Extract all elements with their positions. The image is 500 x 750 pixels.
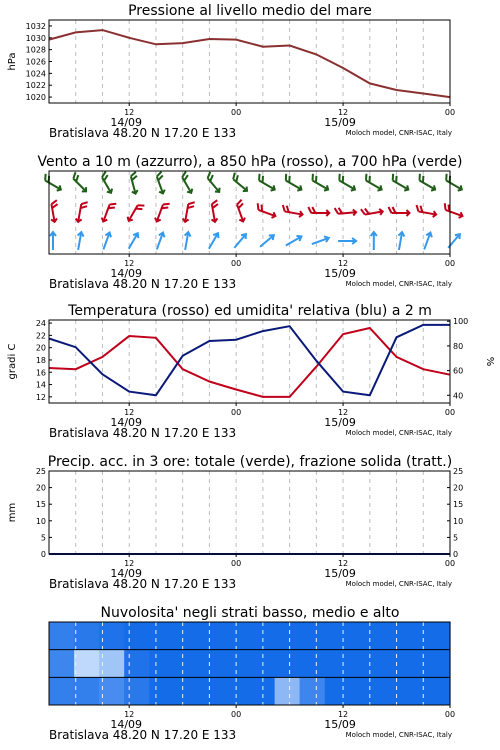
wind-barb — [50, 232, 56, 250]
cloud-cell — [400, 677, 426, 705]
y-axis-label-right: % — [484, 356, 495, 367]
wind-barb-flag — [337, 174, 343, 181]
wind-barb — [154, 232, 166, 251]
y-tick-label: 14 — [35, 380, 46, 390]
wind-barb — [127, 172, 141, 195]
cloud-cell — [425, 677, 451, 705]
y-tick-label: 1022 — [25, 81, 46, 91]
y-tick-label-right: 20 — [453, 483, 464, 493]
wind-barb-shaft — [393, 181, 409, 190]
y-tick-label-right: 25 — [453, 467, 464, 476]
date-label: 14/09 — [110, 267, 143, 280]
cloud-cell — [199, 677, 225, 705]
y-tick-label: 24 — [35, 319, 46, 329]
model-credit: Moloch model, CNR-ISAC, Italy — [345, 280, 452, 288]
y-tick-label-right: 80 — [453, 341, 464, 351]
date-label: 14/09 — [110, 116, 143, 129]
cloud-cell — [99, 622, 125, 650]
wind-barb — [361, 206, 383, 219]
panel-title: Vento a 10 m (azzurro), a 850 hPa (rosso), a 700 hPa (verde) — [37, 154, 463, 170]
cloud-cell — [174, 650, 200, 678]
cloud-cell — [74, 622, 100, 650]
wind-barb — [442, 174, 465, 192]
wind-barb — [182, 232, 191, 251]
y-tick-label-right: 40 — [453, 391, 464, 401]
wind-barb — [232, 232, 248, 250]
x-tick-label: 00 — [231, 108, 242, 117]
cloud-cell — [400, 650, 426, 678]
wind-barb — [446, 232, 462, 250]
cloud-cell — [149, 677, 175, 705]
date-label: 14/09 — [110, 718, 143, 731]
wind-barb-shaft — [182, 177, 191, 193]
plot-frame — [49, 171, 450, 254]
y-tick-label: 12 — [35, 392, 46, 402]
x-tick-label: 00 — [231, 710, 242, 719]
location-label: Bratislava 48.20 N 17.20 E 133 — [49, 277, 237, 291]
wind-barb-flag — [282, 205, 286, 211]
date-label: 14/09 — [110, 567, 143, 580]
wind-barb — [255, 203, 278, 219]
wind-arrow-shaft — [209, 233, 218, 249]
x-tick-label: 12 — [337, 108, 349, 117]
cloud-cell — [300, 650, 326, 678]
date-label: 15/09 — [324, 567, 356, 580]
cloud-cell — [275, 622, 301, 650]
wind-barb — [69, 172, 90, 193]
wind-barb-shaft — [45, 181, 61, 190]
plot-frame — [49, 320, 450, 403]
x-tick-label: 00 — [444, 710, 456, 719]
wind-barb-flag — [256, 203, 261, 210]
wind-barb — [415, 205, 437, 218]
panel-title: Precip. acc. in 3 ore: totale (verde), frazione solida (tratt.) — [47, 454, 453, 470]
y-tick-label-right: 60 — [453, 366, 464, 376]
wind-barb-flag — [363, 174, 369, 181]
model-credit: Moloch model, CNR-ISAC, Italy — [345, 731, 452, 739]
wind-barb — [41, 174, 64, 192]
y-tick-label: 22 — [35, 331, 46, 341]
wind-barb — [126, 232, 140, 251]
x-tick-label: 12 — [337, 408, 349, 417]
wind-barb — [335, 206, 357, 217]
wind-barb — [308, 174, 331, 192]
x-tick-label: 00 — [444, 559, 456, 568]
wind-barb-flag — [283, 174, 289, 181]
x-tick-label: 12 — [337, 710, 349, 719]
wind-barb — [396, 232, 405, 251]
cloud-cell — [174, 622, 200, 650]
wind-barb-flag — [257, 174, 263, 181]
wind-barb-flag — [51, 200, 57, 204]
wind-barb-flag — [43, 174, 49, 181]
y-tick-label: 5 — [40, 533, 46, 543]
y-tick-label: 1020 — [25, 93, 46, 103]
cloud-cell — [74, 650, 100, 678]
cloud-cell — [350, 677, 376, 705]
wind-barb — [282, 174, 305, 192]
wind-barb — [371, 232, 377, 250]
y-tick-label: 20 — [35, 343, 46, 353]
cloud-cell — [124, 622, 150, 650]
date-label: 15/09 — [324, 718, 356, 731]
wind-barb-shaft — [446, 181, 462, 190]
wind-barb-flag — [417, 174, 423, 181]
date-label: 15/09 — [324, 416, 356, 429]
y-axis-label: mm — [7, 502, 18, 523]
wind-barb — [258, 233, 276, 249]
wind-barb — [389, 207, 410, 216]
x-tick-label: 12 — [124, 259, 135, 268]
date-label: 15/09 — [324, 116, 356, 129]
wind-barb-flag — [335, 208, 339, 214]
cloud-cell — [350, 650, 376, 678]
wind-barb — [442, 203, 465, 219]
x-tick-label: 00 — [231, 259, 242, 268]
cloud-cell — [250, 677, 276, 705]
series-line — [49, 328, 450, 397]
x-tick-label: 12 — [124, 559, 135, 568]
y-tick-label: 20 — [35, 483, 46, 493]
x-tick-label: 00 — [444, 259, 456, 268]
x-tick-label: 00 — [231, 408, 242, 417]
wind-barb-flag — [389, 207, 392, 213]
cloud-cell — [124, 677, 150, 705]
wind-barb-flag — [188, 201, 194, 205]
wind-barb — [338, 238, 356, 244]
y-tick-label: 1028 — [25, 45, 46, 55]
cloud-cell — [375, 622, 401, 650]
location-label: Bratislava 48.20 N 17.20 E 133 — [49, 126, 237, 140]
y-tick-label-right: 10 — [453, 516, 464, 526]
x-tick-label: 12 — [337, 559, 349, 568]
cloud-cell — [325, 677, 351, 705]
y-tick-label: 1024 — [25, 69, 46, 79]
wind-barb-flag — [415, 205, 419, 211]
wind-barb — [229, 173, 251, 193]
wind-barb-shaft — [233, 179, 247, 191]
x-tick-label: 12 — [124, 108, 135, 117]
y-tick-label: 1032 — [25, 21, 46, 31]
wind-barb — [233, 200, 249, 223]
y-tick-label: 15 — [35, 500, 46, 510]
y-tick-label: 1026 — [25, 57, 46, 67]
y-axis-label: gradi C — [7, 343, 18, 380]
wind-barb-flag — [138, 203, 145, 209]
wind-barb-shaft — [259, 181, 275, 190]
cloud-cell — [275, 677, 301, 705]
x-tick-label: 00 — [444, 108, 456, 117]
cloud-cell — [224, 650, 250, 678]
wind-barb-flag — [211, 200, 217, 204]
wind-barb-flag — [110, 202, 117, 207]
wind-barb — [153, 172, 169, 195]
x-tick-label: 12 — [124, 710, 135, 719]
y-tick-label-right: 100 — [453, 317, 469, 327]
cloud-cell — [174, 677, 200, 705]
x-tick-label: 12 — [337, 259, 349, 268]
y-tick-label: 0 — [40, 550, 46, 559]
cloud-cell — [124, 650, 150, 678]
wind-barb-flag — [163, 202, 170, 207]
wind-barb — [308, 207, 329, 216]
wind-barb-shaft — [313, 181, 329, 190]
cloud-cell — [400, 622, 426, 650]
y-tick-label: 1030 — [25, 33, 46, 43]
y-tick-label: 10 — [35, 516, 46, 526]
model-credit: Moloch model, CNR-ISAC, Italy — [345, 580, 452, 588]
wind-barb — [255, 174, 278, 192]
cloud-cell — [425, 622, 451, 650]
wind-barb — [284, 234, 303, 248]
series-line — [49, 325, 450, 395]
cloud-cell — [425, 650, 451, 678]
y-tick-label: 16 — [35, 368, 46, 378]
cloud-cell — [325, 622, 351, 650]
wind-barb-shaft — [102, 177, 111, 193]
wind-barb — [98, 172, 116, 195]
wind-barb — [281, 205, 303, 218]
wind-barb — [206, 232, 220, 251]
y-tick-label-right: 0 — [453, 550, 459, 559]
y-tick-label: 25 — [35, 467, 46, 476]
wind-barb-flag — [444, 174, 450, 181]
wind-barb — [101, 232, 113, 251]
cloud-cell — [275, 650, 301, 678]
cloud-cell — [49, 677, 75, 705]
cloud-cell — [250, 650, 276, 678]
location-label: Bratislava 48.20 N 17.20 E 133 — [49, 577, 237, 591]
wind-barb — [311, 235, 330, 247]
panel-title: Pressione al livello medio del mare — [128, 3, 372, 19]
wind-barb-shaft — [129, 205, 138, 221]
wind-barb-shaft — [339, 181, 355, 190]
wind-arrow-shaft — [129, 233, 138, 249]
y-tick-label-right: 15 — [453, 500, 464, 510]
cloud-cell — [224, 677, 250, 705]
wind-barb — [203, 172, 223, 194]
cloud-cell — [49, 622, 75, 650]
wind-barb-flag — [310, 174, 316, 181]
cloud-cell — [250, 622, 276, 650]
x-tick-label: 00 — [231, 559, 242, 568]
y-tick-label: 18 — [35, 355, 46, 365]
wind-barb-flag — [443, 203, 448, 210]
cloud-cell — [199, 622, 225, 650]
series-line — [49, 30, 450, 97]
wind-barb-shaft — [286, 181, 302, 190]
location-label: Bratislava 48.20 N 17.20 E 133 — [49, 426, 237, 440]
cloud-cell — [224, 622, 250, 650]
wind-barb-flag — [390, 174, 396, 181]
location-label: Bratislava 48.20 N 17.20 E 133 — [49, 728, 237, 742]
cloud-cell — [49, 650, 75, 678]
y-tick-label-right: 5 — [453, 533, 459, 543]
cloud-cell — [300, 677, 326, 705]
wind-barb — [415, 174, 438, 192]
x-tick-label: 12 — [124, 408, 135, 417]
model-credit: Moloch model, CNR-ISAC, Italy — [345, 129, 452, 137]
cloud-cell — [350, 622, 376, 650]
model-credit: Moloch model, CNR-ISAC, Italy — [345, 429, 452, 437]
wind-barb-flag — [308, 207, 311, 213]
wind-barb — [178, 172, 196, 195]
wind-barb — [75, 232, 84, 251]
wind-barb — [421, 232, 433, 251]
wind-barb-flag — [81, 201, 87, 205]
wind-barb — [75, 201, 88, 223]
wind-barb — [182, 201, 195, 223]
cloud-cell — [74, 677, 100, 705]
wind-arrow-shaft — [286, 237, 302, 246]
cloud-cell — [325, 650, 351, 678]
plot-frame — [49, 471, 450, 554]
wind-barb-shaft — [420, 181, 436, 190]
y-axis-label: hPa — [7, 52, 18, 71]
wind-barb — [389, 174, 412, 192]
date-label: 15/09 — [324, 267, 356, 280]
cloud-cell — [300, 622, 326, 650]
cloud-cell — [149, 622, 175, 650]
cloud-cell — [149, 650, 175, 678]
wind-barb — [362, 174, 385, 192]
wind-barb-shaft — [366, 181, 382, 190]
panel-title: Nuvolosita' negli strati basso, medio e alto — [100, 605, 400, 621]
wind-barb — [208, 200, 221, 222]
cloud-cell — [199, 650, 225, 678]
wind-barb — [48, 200, 61, 222]
panel-title: Temperatura (rosso) ed umidita' relativa (blu) a 2 m — [68, 303, 432, 319]
x-tick-label: 00 — [444, 408, 456, 417]
wind-barb-flag — [361, 209, 365, 215]
wind-barb — [335, 174, 358, 192]
wind-arrow-shaft — [260, 235, 274, 247]
date-label: 14/09 — [110, 416, 143, 429]
